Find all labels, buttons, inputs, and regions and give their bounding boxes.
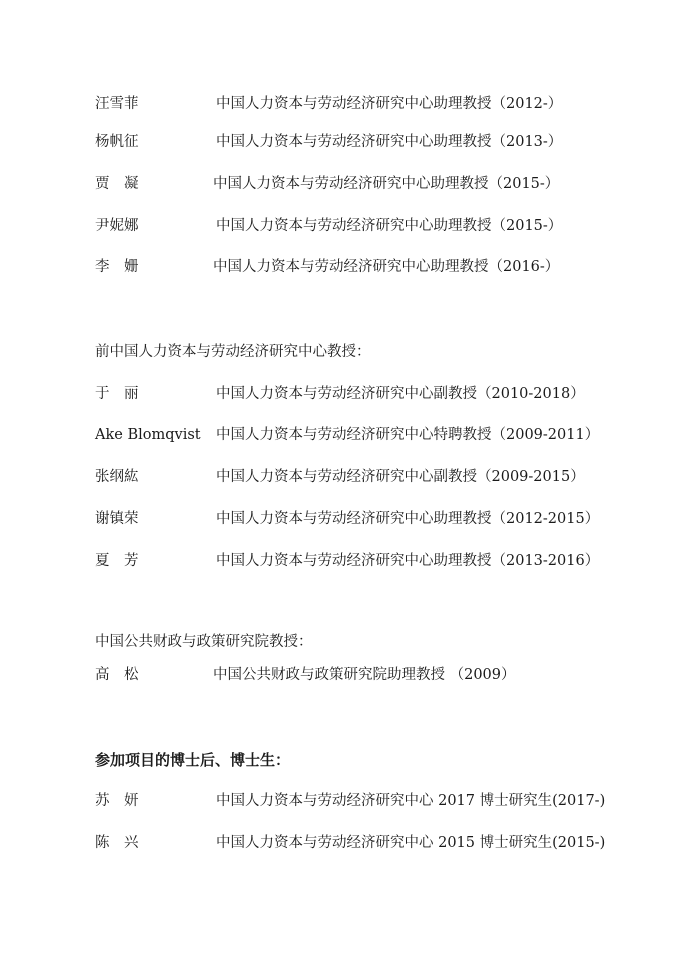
person-role: 中国人力资本与劳动经济研究中心助理教授（2015-） <box>213 176 560 192</box>
students-heading: 参加项目的博士后、博士生： <box>95 751 291 769</box>
person-role: 中国人力资本与劳动经济研究中心特聘教授（2009-2011） <box>216 427 600 443</box>
person-name: 苏 妍 <box>95 793 139 809</box>
person-role: 中国人力资本与劳动经济研究中心 2017 博士研究生(2017-) <box>216 793 606 809</box>
person-name: 夏 芳 <box>95 553 139 569</box>
person-name: Ake Blomqvist <box>95 427 201 443</box>
person-role: 中国人力资本与劳动经济研究中心助理教授（2016-） <box>213 259 560 275</box>
person-name: 张纲紘 <box>95 469 139 485</box>
person-name: 贾 凝 <box>95 176 139 192</box>
person-role: 中国人力资本与劳动经济研究中心助理教授（2015-） <box>216 218 563 234</box>
person-role: 中国人力资本与劳动经济研究中心 2015 博士研究生(2015-) <box>216 835 606 851</box>
person-role: 中国人力资本与劳动经济研究中心助理教授（2012-） <box>216 96 563 112</box>
person-name: 汪雪菲 <box>95 96 139 112</box>
person-name: 谢镇荣 <box>95 511 139 527</box>
person-name: 于 丽 <box>95 386 139 402</box>
person-name: 高 松 <box>95 667 139 683</box>
person-name: 李 姗 <box>95 259 139 275</box>
public-finance-heading: 中国公共财政与政策研究院教授： <box>95 634 313 650</box>
person-role: 中国人力资本与劳动经济研究中心副教授（2009-2015） <box>216 469 585 485</box>
person-role: 中国人力资本与劳动经济研究中心助理教授（2013-2016） <box>216 553 600 569</box>
former-faculty-heading: 前中国人力资本与劳动经济研究中心教授： <box>95 344 371 360</box>
person-role: 中国人力资本与劳动经济研究中心副教授（2010-2018） <box>216 386 585 402</box>
person-name: 尹妮娜 <box>95 218 139 234</box>
person-role: 中国人力资本与劳动经济研究中心助理教授（2013-） <box>216 134 563 150</box>
person-name: 杨帆征 <box>95 134 139 150</box>
person-role: 中国人力资本与劳动经济研究中心助理教授（2012-2015） <box>216 511 600 527</box>
person-role: 中国公共财政与政策研究院助理教授 （2009） <box>213 667 516 683</box>
person-name: 陈 兴 <box>95 835 139 851</box>
